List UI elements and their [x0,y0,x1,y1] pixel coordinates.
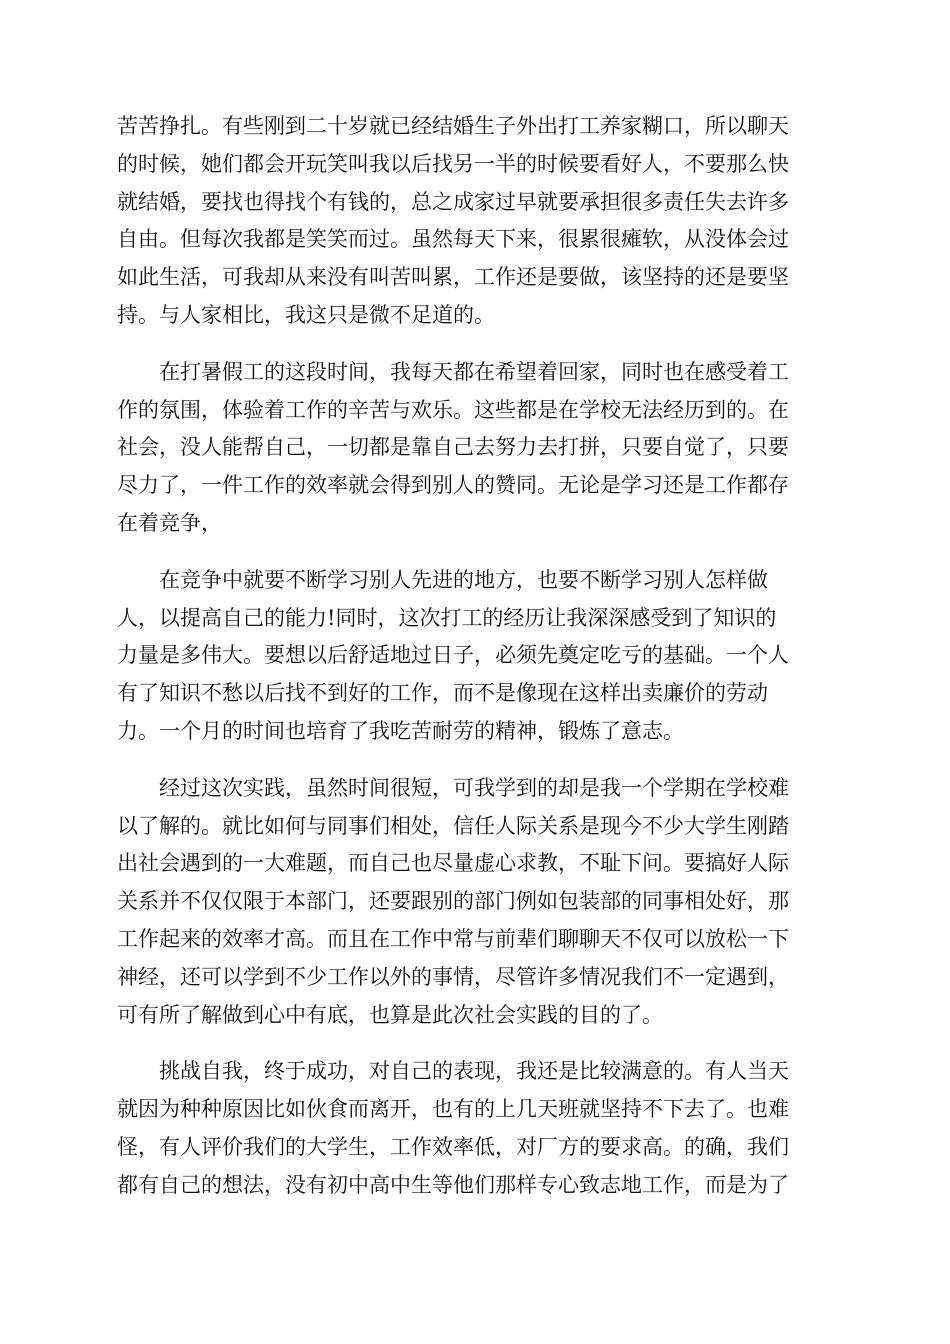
text-line: 都有自己的想法，没有初中高中生等他们那样专心致志地工作，而是为了 [117,1172,789,1197]
text-line: 在竞争中就要不断学习别人先进的地方，也要不断学习别人怎样做 [117,567,768,592]
paragraph-1 [117,108,837,335]
text-line: 就结婚，要找也得找个有钱的，总之成家过早就要承担很多责任失去许多 [117,189,789,214]
text-line: 经过这次实践，虽然时间很短，可我学到的却是我一个学期在学校难 [117,775,789,800]
text-line: 尽力了，一件工作的效率就会得到别人的赞同。无论是学习还是工作都存 [117,473,789,498]
text-line: 苦苦挣扎。有些刚到二十岁就已经结婚生子外出打工养家糊口，所以聊天 [117,114,789,138]
text-line: 力量是多伟大。要想以后舒适地过日子，必须先奠定吃亏的基础。一个人 [117,643,789,668]
text-line: 如此生活，可我却从来没有叫苦叫累，工作还是要做，该坚持的还是要坚 [117,265,789,290]
text-line: 以了解的。就比如何与同事们相处，信任人际关系是现今不少大学生刚踏 [117,813,789,838]
text-line: 出社会遇到的一大难题，而自己也尽量虚心求教，不耻下问。要搞好人际 [117,851,789,876]
text-line: 自由。但每次我都是笑笑而过。虽然每天下来，很累很瘫软，从没体会过 [117,227,789,252]
text-line: 关系并不仅仅限于本部门，还要跟别的部门例如包装部的同事相处好，那 [117,889,789,914]
text-line: 在打暑假工的这段时间，我每天都在希望着回家，同时也在感受着工 [117,359,789,384]
text-line: 社会，没人能帮自己，一切都是靠自己去努力去打拼，只要自觉了，只要 [117,435,789,460]
text-line: 力。一个月的时间也培育了我吃苦耐劳的精神，锻炼了意志。 [117,718,684,743]
paragraph-5 [117,1053,837,1204]
text-line: 神经，还可以学到不少工作以外的事情，尽管许多情况我们不一定遇到， [117,964,789,989]
text-line: 的时候，她们都会开玩笑叫我以后找另一半的时候要看好人，不要那么快 [117,151,789,176]
paragraph-3 [117,562,837,751]
text-line: 就因为种种原因比如伙食而离开，也有的上几天班就坚持不下去了。也难 [117,1097,789,1122]
paragraph-4 [117,770,837,1035]
paragraph-2 [117,354,837,543]
text-line: 有了知识不愁以后找不到好的工作，而不是像现在这样出卖廉价的劳动 [117,681,768,706]
text-line: 作的氛围，体验着工作的辛苦与欢乐。这些都是在学校无法经历到的。在 [117,397,789,422]
text-line: 怪，有人评价我们的大学生，工作效率低，对厂方的要求高。的确，我们 [117,1134,789,1159]
text-line: 人，以提高自己的能力!同时，这次打工的经历让我深深感受到了知识的 [117,605,777,630]
text-line: 可有所了解做到心中有底，也算是此次社会实践的目的了。 [117,1002,663,1027]
document-body [117,108,837,1224]
text-line: 在着竞争， [117,510,222,535]
text-line: 工作起来的效率才高。而且在工作中常与前辈们聊聊天不仅可以放松一下 [117,926,789,951]
text-line: 挑战自我，终于成功，对自己的表现，我还是比较满意的。有人当天 [117,1059,789,1084]
text-line: 持。与人家相比，我这只是微不足道的。 [117,302,495,327]
